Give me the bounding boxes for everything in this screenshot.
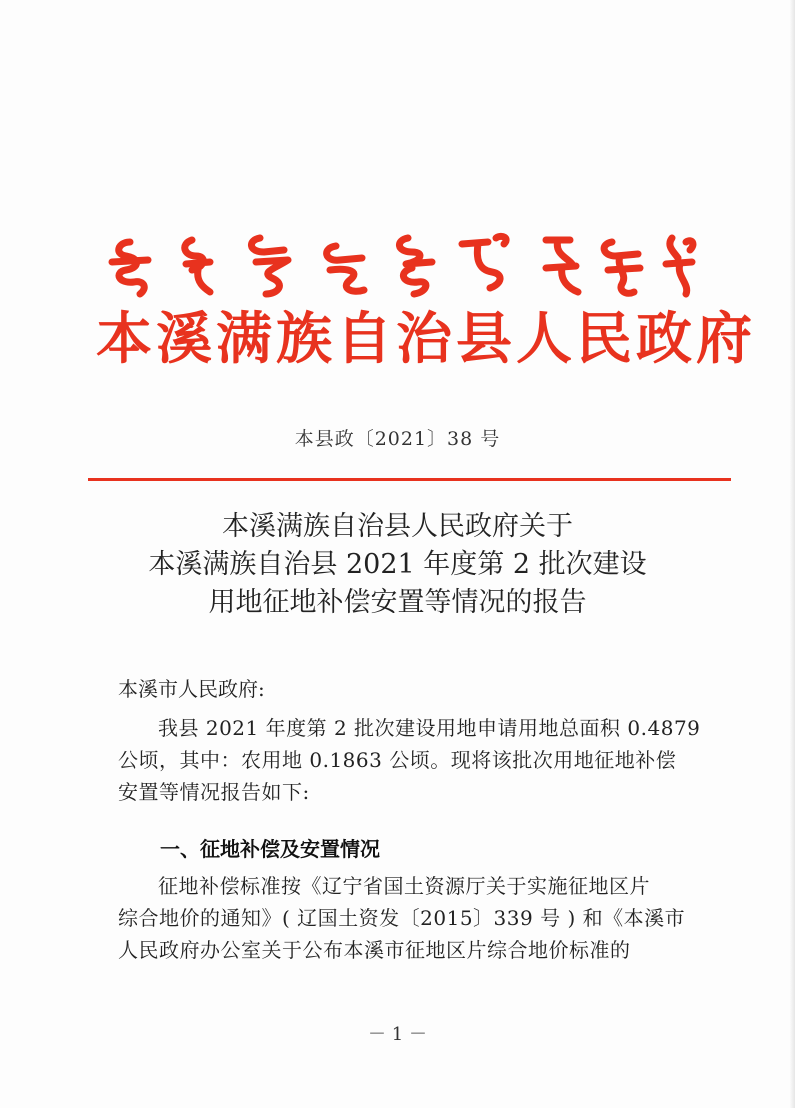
section-1-heading: 一、征地补偿及安置情况 [160, 837, 380, 861]
document-number: 本县政〔2021〕38 号 [294, 428, 501, 450]
salutation: 本溪市人民政府: [118, 677, 265, 701]
paragraph-2-line-3: 人民政府办公室关于公布本溪市征地区片综合地价标准的 [118, 938, 631, 962]
paragraph-1-line-2: 公顷，其中：农用地 0.1863 公顷。现将该批次用地征地补偿 [118, 748, 677, 772]
header-divider [88, 478, 731, 481]
report-title-line-1: 本溪满族自治县人民政府关于 [222, 511, 573, 542]
paragraph-2-line-2: 综合地价的通知》( 辽国土资发〔2015〕339 号 ) 和《本溪市 [118, 906, 686, 930]
paragraph-1-line-1: 我县 2021 年度第 2 批次建设用地申请用地总面积 0.4879 [158, 716, 701, 740]
report-title [60, 508, 735, 622]
paragraph-2 [118, 870, 686, 966]
paragraph-2-line-1: 征地补偿标准按《辽宁省国土资源厅关于实施征地区片 [158, 874, 650, 898]
scan-edge-shadow [789, 0, 795, 1108]
paragraph-1-line-3: 安置等情况报告如下: [118, 780, 310, 804]
report-title-line-3: 用地征地补偿安置等情况的报告 [208, 587, 587, 618]
issuing-authority-header: 本溪满族自治县人民政府 [96, 307, 756, 372]
page-number: － 1 － [368, 1024, 427, 1045]
paragraph-1 [118, 712, 701, 808]
report-title-line-2: 本溪满族自治县 2021 年度第 2 批次建设 [148, 549, 647, 580]
